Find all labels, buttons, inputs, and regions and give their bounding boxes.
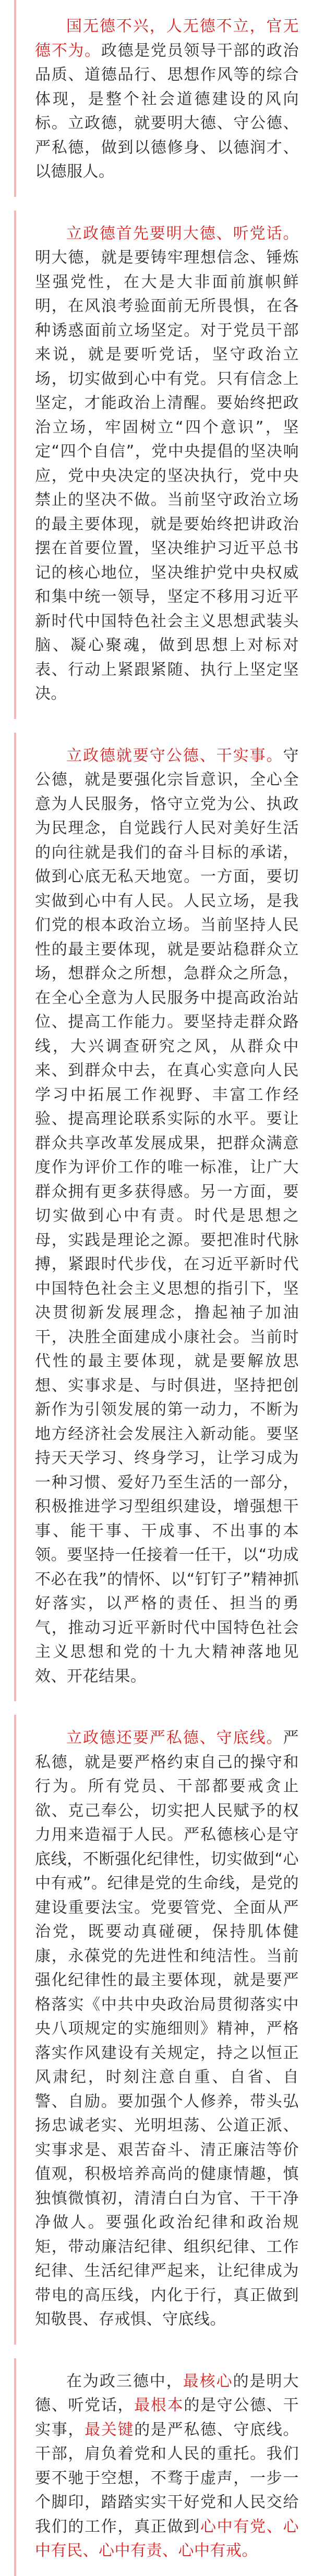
section3-paragraph [35,1726,299,2332]
conclusion-section [14,2358,299,2576]
section1-heading: 立政德首先要明大德、听党话。 [66,224,299,243]
section1-paragraph [35,222,299,707]
conclusion-text-2: 的是明大德、听党话， [35,2372,299,2414]
section3-heading: 立政德还要严私德、守底线。 [66,1729,283,1747]
section-shou-gong-de [14,733,299,1702]
section3-body-text: 严私德，就是要严格约束自己的操守和行为。所有党员、干部都要戒贪止欲、克己奉公，切实把人民赋予的权力用来造福于人民。严私德核心是守底线，不断强化纪律性，切实做到“心中有戒”。纪律是党的生命线，是党的建设重要法宝。党要管党、全面从严治党，既要动真碰硬，保持肌体健康，永葆党的先进性和纯洁性。当前强化纪律性的最主要体现，就是要严格落实《中共中央政治局贯彻落实中央八项规定的实施细则》精神，严格落实作风建设有关规定，持之以恒正风肃纪，时刻注意自重、自省、自警、自励。要加强个人修养，带头弘扬忠诚老实、光明坦荡、公道正派、实事求是、艰苦奋斗、清正廉洁等价值观，积极培养高尚的健康情趣，慎独慎微慎初，清清白白为官、干干净净做人。要强化政治纪律和政治规矩，带动廉洁纪律、组织纪律、工作纪律、生活纪律严起来，让纪律成为带电的高压线，内化于行，真正做到知敬畏、存戒惧、守底线。 [35,1729,299,2329]
conclusion-highlight-four-hearts: 心中有党、心中有民、心中有责、心中有戒。 [35,2517,299,2560]
intro-section [14,0,299,197]
section-yan-si-de [14,1715,299,2345]
conclusion-highlight-key: 最关键 [85,2420,135,2439]
section-spacer [14,719,299,733]
section1-body-text: 明大德，就是要铸牢理想信念、锤炼坚强党性，在大是大非面前旗帜鲜明，在风浪考验面前无所畏惧，在各种诱惑面前立场坚定。对于党员干部来说，就是要听党话，坚守政治立场，切实做到心中有党。只有信念上坚定，才能政治上清醒。要始终把政治立场，牢固树立“四个意识”，坚定“四个自信”，党中央提倡的坚决响应，党中央决定的坚决执行，党中央禁止的坚决不做。当前坚守政治立场的最主要体现，就是要始终把讲政治摆在首要位置，坚决维护习近平总书记的核心地位，坚决维护党中央权威和集中统一领导，坚定不移用习近平新时代中国特色社会主义思想武装头脑、凝心聚魂，做到思想上对标对表、行动上紧跟紧随、执行上坚定坚决。 [35,249,299,703]
section2-paragraph [35,744,299,1689]
conclusion-text-3: 的是守公德、干实事， [35,2396,299,2439]
conclusion-highlight-fundamental: 最根本 [134,2396,184,2414]
intro-paragraph [35,15,299,184]
section-spacer [14,197,299,210]
intro-lead-highlight: 国无德不兴，人无德不立，官无德不为。 [35,17,299,60]
section2-heading: 立政德就要守公德、干实事。 [66,746,283,765]
intro-body-text: 政德是党员领导干部的政治品质、道德品行、思想作风等的综合体现，是整个社会道德建设的风向标。立政德，就要明大德、守公德、严私德，做到以德修身、以德润才、以德服人。 [35,41,299,181]
conclusion-paragraph [35,2370,299,2563]
conclusion-highlight-core: 最核心 [183,2372,233,2391]
conclusion-text-1: 在为政三德中， [66,2372,183,2391]
section2-body-text: 守公德，就是要强化宗旨意识，全心全意为人民服务，恪守立党为公、执政为民理念，自觉践行人民对美好生活的向往就是我们的奋斗目标的承诺，做到心底无私天地宽。一方面，要切实做到心中有人民。人民立场，是我们党的根本政治立场。当前坚持人民性的最主要体现，就是要站稳群众立场，想群众之所想，急群众之所急，在全心全意为人民服务中提高政治站位、提高工作能力。要坚持走群众路线，大兴调查研究之风，从群众中来、到群众中去，在真心实意向人民学习中拓展工作视野、丰富工作经验、提高理论联系实际的水平。要让群众共享改革发展成果，把群众满意度作为评价工作的唯一标准，让广大群众拥有更多获得感。另一方面，要切实做到心中有责。时代是思想之母，实践是理论之源。要把准时代脉搏，紧跟时代步伐，在习近平新时代中国特色社会主义思想的指引下，坚决贯彻新发展理念，撸起袖子加油干，决胜全面建成小康社会。当前时代性的最主要体现，就是要解放思想、实事求是、与时俱进，坚持把创新作为引领发展的第一动力，不断为地方经济社会发展注入新动能。要坚持天天学习、终身学习，让学习成为一种习惯、爱好乃至生活的一部分，积极推进学习型组织建设，增强想干事、能干事、干成事、不出事的本领。要坚持一任接着一任干，以“功成不必在我”的情怀、以“钉钉子”精神抓好落实，以严格的责任、担当的勇气，推动习近平新时代中国特色社会主义思想和党的十九大精神落地见效、开花结果。 [35,746,299,1686]
conclusion-text-4: 的是严私德、守底线。干部，肩负着党和人民的重托。我们要不驰于空想，不骛于虚声，一步一个脚印，踏踏实实干好党和人民交给我们的工作，真正做到 [35,2420,299,2536]
section-spacer [14,1701,299,1715]
section-ming-da-de [14,210,299,719]
section-spacer [14,2345,299,2358]
